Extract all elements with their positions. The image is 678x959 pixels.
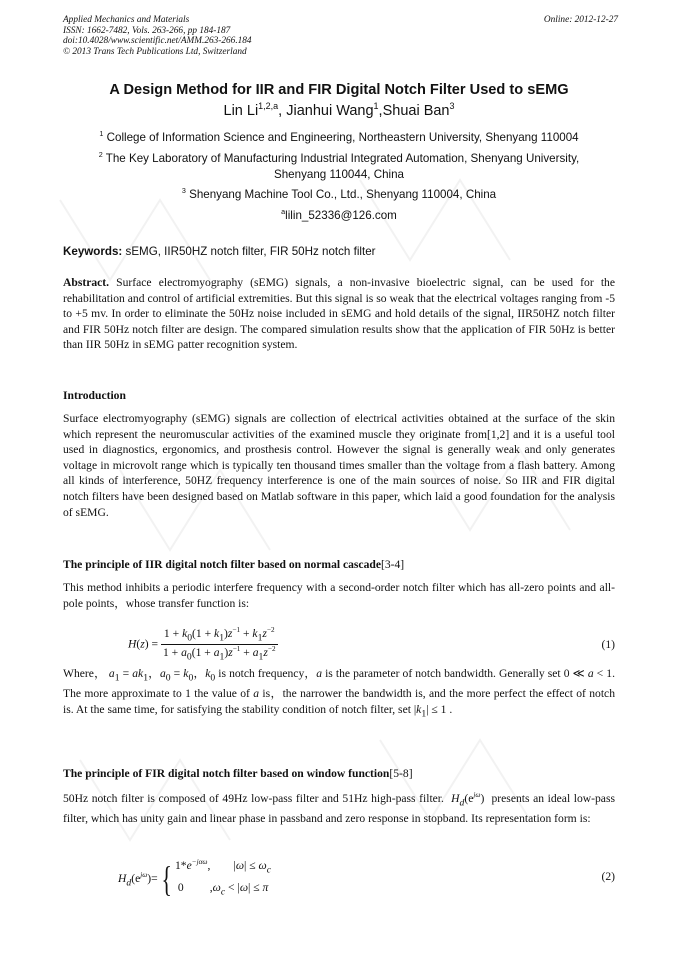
affiliation-sup: 3 [181, 186, 186, 196]
where-text: . The more approximate to 1 the value of [63, 667, 615, 700]
fir-text: 50Hz notch filter is composed of 49Hz low-pass filter and 51Hz high-pass filter. [63, 792, 444, 805]
abstract [63, 275, 615, 353]
where-text: is the parameter of notch bandwidth. Generally set [322, 667, 564, 680]
journal-header [63, 15, 618, 57]
where-text: is，the narrower the bandwidth is, and the more perfect the effect of notch is. At the same time, for satisfying the stability condition of notch filter, set [63, 686, 615, 716]
equation-1-fraction: $\frac{1 + k_0(1 + k_1)z^{-1} + k_1z^{-2}}{1 + a_0(1 + a_1)z^{-1} + a_1z^{-2}}$ [162, 626, 276, 663]
abstract-text: Surface electromyography (sEMG) signals, a non-invasive bioelectric signal, can be used for the rehabilitation and control of artificial extremities. But this signal is so weak that the electrical voltages ranging from -5 to +5 mv. In order to eliminate the 50Hz noise included in sEMG and hold details of the signal, IIR50HZ notch filter and FIR 50Hz notch filter are design. The compared simulation results show that the application of FIR 50Hz is better than IIR 50Hz in sEMG patter recognition system. [63, 276, 615, 352]
affiliation-text: College of Information Science and Engineering, Northeastern University, Shenyang 110004 [106, 131, 579, 144]
fir-heading-ref: [5-8] [389, 767, 413, 780]
online-date: Online: 2012-12-27 [543, 15, 618, 25]
copyright: © 2013 Trans Tech Publications Ltd, Switzerland [63, 46, 247, 57]
introduction-heading: Introduction [63, 389, 126, 402]
author-sep: , [378, 103, 383, 119]
iir-where-text: Where， $a_1 = ak_1$，$a_0 = k_0$，$k_0$ is notch frequency，a is the parameter of notch bandwidth. Generally set 0 ≪ a < 1. The more approximate to 1 the value of a is，the narrower the bandwidth is, and the more perfect the effect of notch is. At the same time, for satisfying the stability condition of notch filter, set $|k_1| \le 1$ . [63, 667, 615, 719]
affiliation-3 [63, 187, 615, 203]
equation-1 [63, 627, 615, 663]
affiliation-text: The Key Laboratory of Manufacturing Industrial Integrated Automation, Shenyang University, Shenyang 110044, China [105, 152, 580, 181]
introduction-text: Surface electromyography (sEMG) signals are collection of electrical activities obtained at the surface of the skin which represent the neuromuscular activities of the examined muscle they originate from[1,2] and it is a useful tool used in diagnostics, ergonomics, and prosthesis control. However the signal is generally weak and only generates voltage in microvolt range which is typically ten thousand times smaller than the voltage from a flash battery. Among all kinds of interference, 50HZ frequency interference is one of the main sources of noise. So IIR and FIR digital notch filters have been designed based on Matlab software in this paper, which laid a good foundation for the analysis of sEMG. [63, 412, 615, 519]
author-name: Shuai Ban [382, 103, 450, 119]
keywords [63, 244, 615, 260]
where-text: is notch frequency， [215, 667, 317, 680]
author-sep: , [278, 103, 287, 119]
iir-heading-text: The principle of IIR digital notch filter based on normal cascade [63, 558, 381, 571]
fir-heading-text: The principle of FIR digital notch filter based on window function [63, 767, 390, 780]
author-sup: 1,2,a [258, 101, 279, 112]
author-name: Jianhui Wang [286, 103, 374, 119]
affiliation-1 [63, 130, 615, 146]
iir-heading-ref: [3-4] [380, 558, 405, 571]
issn: ISSN: 1662-7482, Vols. 263-266, pp 184-187 [63, 25, 231, 36]
affiliation-2 [75, 151, 603, 183]
equation-1-formula: H(z) = $\frac{1 + k_0(1 + k_1)z^{-1} + k_1z^{-2}}{1 + a_0(1 + a_1)z^{-1} + a_1z^{-2}}$ [128, 626, 276, 663]
iir-intro-text: This method inhibits a periodic interfere frequency with a second-order notch filter which has all-zero points and all-pole points，whose transfer function is: [63, 581, 615, 610]
fir-text: presents an ideal low-pass filter, which has unity gain and linear phase in passband and zero response in stopband. Its representation form is: [63, 792, 615, 825]
affiliation-sup: 1 [99, 129, 104, 139]
affiliation-sup: a [281, 207, 286, 217]
where-text: Where， [63, 667, 106, 680]
author-list [63, 103, 615, 119]
email-text: lilin_52336@126.com [285, 209, 397, 222]
author-sup: 3 [449, 101, 455, 112]
paper-title: A Design Method for IIR and FIR Digital Notch Filter Used to sEMG [109, 82, 569, 98]
author-name: Lin Li [223, 103, 259, 119]
author-email [63, 208, 615, 224]
equation-1-number: (1) [601, 638, 615, 651]
affiliation-sup: 2 [98, 150, 103, 160]
fir-intro-text: 50Hz notch filter is composed of 49Hz low-pass filter and 51Hz high-pass filter. $H_d(e^{j\omega})$ presents an ideal low-pass filter, which has unity gain and linear phase in passband and zero response in stopband. Its representation form is: [63, 791, 615, 825]
journal-name: Applied Mechanics and Materials [63, 15, 190, 25]
author-sup: 1 [373, 101, 379, 112]
equation-2 [63, 855, 615, 899]
iir-heading [63, 558, 404, 571]
abstract-label: Abstract. [63, 276, 110, 289]
doi: doi:10.4028/www.scientific.net/AMM.263-266.184 [63, 36, 252, 46]
equation-2-formula: $H_d(e^{j\omega})=${ $1*e^{-j\alpha\omega}$, $|\omega| \le \omega_c$ 0 $,\omega_c < |\omega| \le \pi$ [118, 858, 272, 900]
fir-heading [63, 767, 413, 780]
equation-2-number: (2) [601, 870, 615, 883]
affiliation-text: Shenyang Machine Tool Co., Ltd., Shenyang 110004, China [189, 188, 497, 201]
keywords-label: Keywords: [63, 245, 123, 258]
keywords-text: sEMG, IIR50HZ notch filter, FIR 50Hz notch filter [125, 245, 376, 258]
